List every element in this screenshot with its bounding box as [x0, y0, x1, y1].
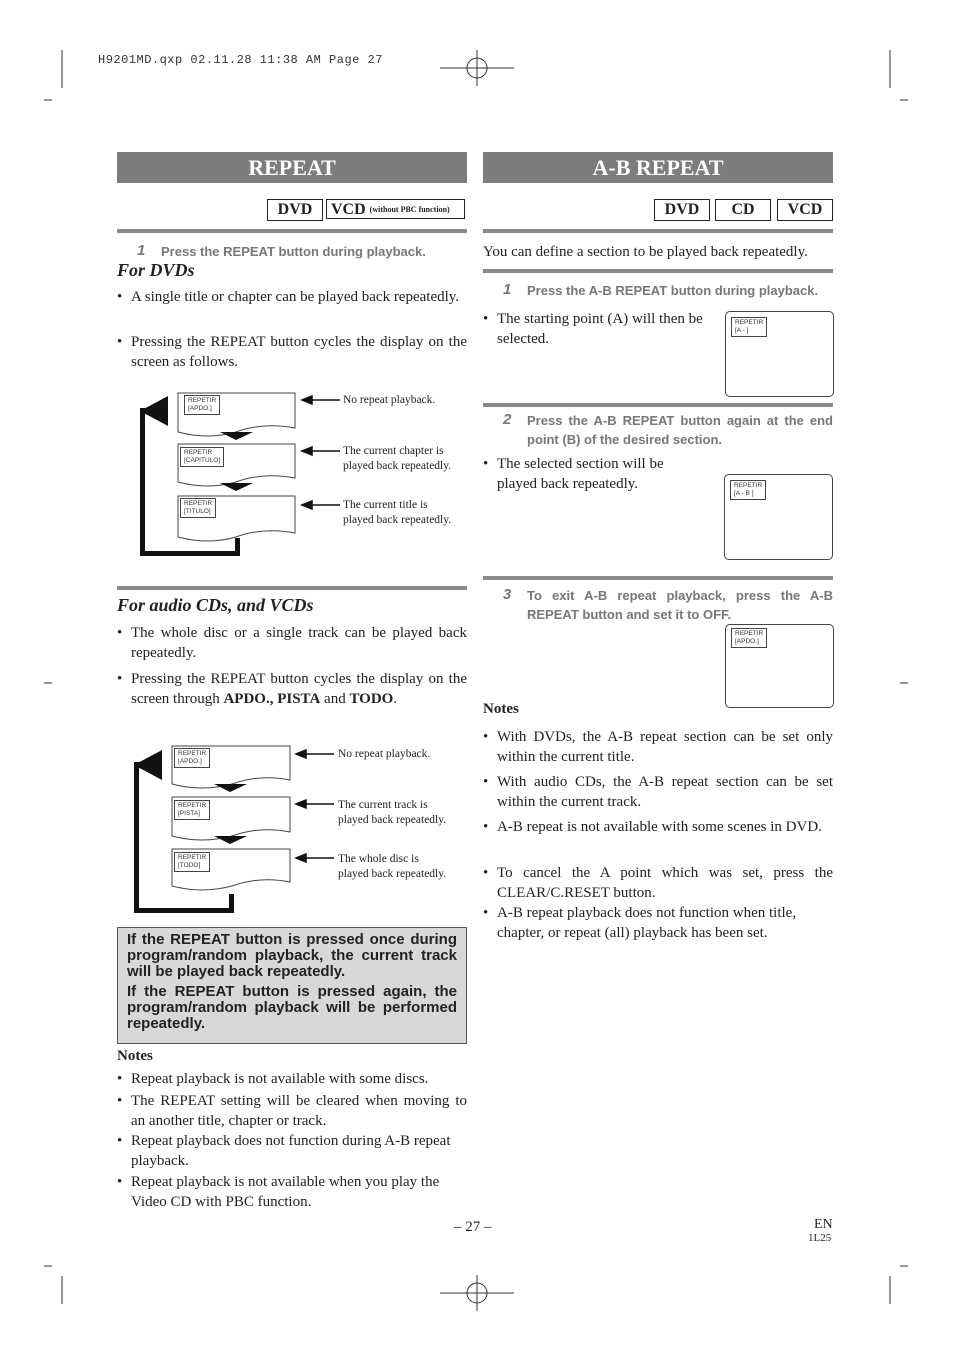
osd-apdo: REPETIR [APDO.] [174, 748, 210, 768]
step-number: 1 [137, 242, 146, 259]
dvd-badge: DVD [267, 199, 323, 221]
step-text: To exit A-B repeat playback, press the A-B REPEAT button and set it to OFF. [527, 588, 833, 622]
step-text: Press the A-B REPEAT button during playback. [527, 283, 819, 298]
list-item: • Repeat playback is not available with some discs. [117, 1071, 429, 1087]
list-item: • Repeat playback is not available when you play the Video CD with PBC function. [117, 1174, 440, 1210]
cd-caption-3: The whole disc is played back repeatedly. [338, 853, 447, 880]
list-item: • Pressing the REPEAT button cycles the display on the screen as follows. [117, 334, 467, 370]
left-rule-1 [117, 229, 467, 233]
list-item: • A single title or chapter can be played back repeatedly. [117, 289, 460, 305]
left-notes-heading: Notes [117, 1048, 153, 1064]
vcd-badge-label: VCD [331, 201, 366, 218]
info-para-2: If the REPEAT button is pressed again, the program/random playback will be performed repeatedly. [127, 983, 457, 1032]
osd-off: REPETIR [APDO.] [731, 628, 767, 648]
osd-capitulo: REPETIR [CAPITULO] [180, 447, 224, 467]
right-rule-1 [483, 229, 833, 233]
left-rule-2 [117, 586, 467, 590]
list-item: • To cancel the A point which was set, press the CLEAR/C.RESET button. [483, 865, 833, 901]
right-rule-3 [483, 403, 833, 407]
list-item: • A-B repeat is not available with some scenes in DVD. [483, 819, 822, 835]
list-item: • The REPEAT setting will be cleared when moving to an another title, chapter or track. [117, 1093, 467, 1129]
dvd-cycle-diagram [138, 388, 308, 568]
dvd-badge: DVD [654, 199, 710, 221]
right-notes-heading: Notes [483, 701, 519, 717]
list-item: • The whole disc or a single track can be played back repeatedly. [117, 625, 467, 661]
dvd-caption-3: The current title is played back repeatedly. [343, 499, 452, 526]
cd-badge: CD [715, 199, 771, 221]
cd-cycle-diagram [132, 742, 302, 917]
list-item: • The selected section will be played back repeatedly. [483, 456, 664, 492]
tv-screen-ab [724, 474, 833, 560]
right-rule-2 [483, 269, 833, 273]
ab-repeat-title: A-B REPEAT [483, 152, 833, 183]
vcd-badge [326, 199, 465, 219]
osd-apdo: REPETIR [APDO.] [184, 395, 220, 415]
osd-pista: REPETIR [PISTA] [174, 800, 210, 820]
list-item: • Repeat playback does not function during A-B repeat playback. [117, 1133, 451, 1169]
osd-a: REPETIR [A - ] [731, 317, 767, 337]
dvd-caption-2: The current chapter is played back repeatedly. [343, 445, 452, 472]
step-text: Press the A-B REPEAT button again at the end point (B) of the desired section. [527, 413, 833, 447]
tv-screen-off [725, 624, 834, 708]
page-number: – 27 – [454, 1219, 492, 1235]
model-code: 1L25 [808, 1232, 832, 1244]
info-para-1: If the REPEAT button is pressed once during program/random playback, the current track will be played back repeatedly. [127, 931, 457, 980]
right-rule-4 [483, 576, 833, 580]
step-number: 1 [503, 281, 512, 298]
list-item: • With DVDs, the A-B repeat section can be set only within the current title. [483, 729, 833, 765]
for-cds-heading: For audio CDs, and VCDs [117, 595, 314, 615]
dvd-caption-arrows [300, 392, 345, 517]
cd-caption-2: The current track is played back repeatedly. [338, 799, 447, 826]
osd-titulo: REPETIR [TITULO] [180, 498, 216, 518]
file-header: H9201MD.qxp 02.11.28 11:38 AM Page 27 [98, 53, 383, 67]
osd-todo: REPETIR [TODO] [174, 852, 210, 872]
list-item: • Pressing the REPEAT button cycles the display on the screen through APDO., PISTA and TODO. [117, 671, 467, 707]
list-item: • The starting point (A) will then be selected. [483, 311, 703, 347]
cd-caption-arrows [294, 746, 339, 871]
osd-ab: REPETIR [A - B ] [730, 480, 766, 500]
vcd-badge: VCD [777, 199, 833, 221]
list-item: • A-B repeat playback does not function when title, chapter, or repeat (all) playback has been set. [483, 905, 797, 941]
step-number: 3 [503, 586, 512, 603]
for-dvds-heading: For DVDs [117, 260, 195, 280]
step-text: Press the REPEAT button during playback. [161, 244, 426, 259]
step-number: 2 [503, 411, 512, 428]
program-random-info-box [117, 927, 467, 1044]
repeat-title: REPEAT [117, 152, 467, 183]
ab-intro: You can define a section to be played back repeatedly. [483, 244, 808, 260]
language-code: EN [814, 1217, 833, 1232]
pbc-note: (without PBC function) [369, 205, 450, 214]
tv-screen-a [725, 311, 834, 397]
cd-caption-1: No repeat playback. [338, 748, 431, 760]
list-item: • With audio CDs, the A-B repeat section can be set within the current track. [483, 774, 833, 810]
dvd-caption-1: No repeat playback. [343, 394, 436, 406]
